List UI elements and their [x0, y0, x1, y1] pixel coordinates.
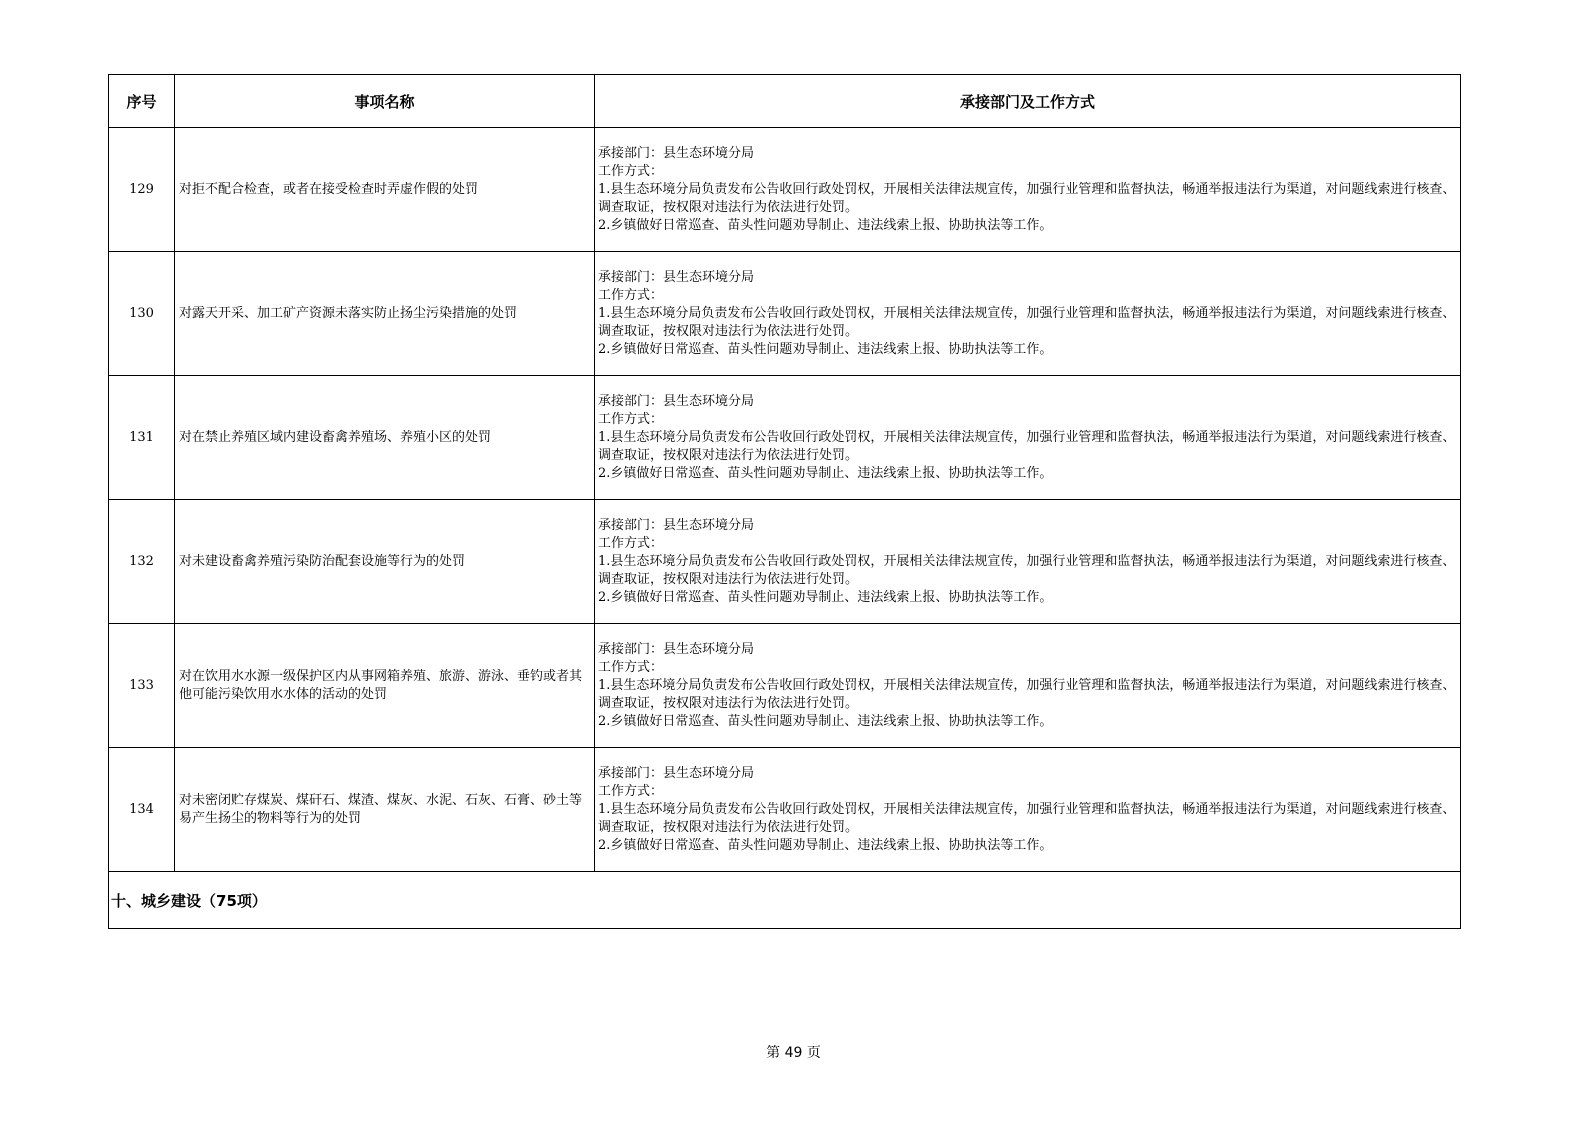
section-row	[109, 872, 1461, 929]
dept-line: 承接部门：县生态环境分局	[598, 641, 755, 657]
dept-line: 工作方式：	[598, 287, 664, 303]
dept-and-method	[595, 128, 1461, 252]
dept-line: 承接部门：县生态环境分局	[598, 269, 755, 285]
dept-and-method	[595, 624, 1461, 748]
dept-line: 1.县生态环境分局负责发布公告收回行政处罚权，开展相关法律法规宣传，加强行业管理和监督执法，畅通举报违法行为渠道，对问题线索进行核查、调查取证，按权限对违法行为依法进行处罚。	[598, 677, 1456, 711]
dept-line: 1.县生态环境分局负责发布公告收回行政处罚权，开展相关法律法规宣传，加强行业管理和监督执法，畅通举报违法行为渠道，对问题线索进行核查、调查取证，按权限对违法行为依法进行处罚。	[598, 553, 1456, 587]
dept-line: 工作方式：	[598, 535, 664, 551]
header-name: 事项名称	[175, 75, 595, 128]
table-row	[109, 252, 1461, 376]
section-title: 十、城乡建设（75项）	[109, 872, 1461, 929]
row-number: 134	[109, 748, 175, 872]
dept-line: 承接部门：县生态环境分局	[598, 517, 755, 533]
table-row	[109, 624, 1461, 748]
dept-line: 承接部门：县生态环境分局	[598, 145, 755, 161]
dept-and-method	[595, 376, 1461, 500]
dept-line: 承接部门：县生态环境分局	[598, 393, 755, 409]
dept-and-method	[595, 252, 1461, 376]
item-name: 对未建设畜禽养殖污染防治配套设施等行为的处罚	[175, 500, 595, 624]
row-number: 132	[109, 500, 175, 624]
table-row	[109, 128, 1461, 252]
header-no: 序号	[109, 75, 175, 128]
table-row	[109, 500, 1461, 624]
item-name: 对露天开采、加工矿产资源未落实防止扬尘污染措施的处罚	[175, 252, 595, 376]
dept-line: 2.乡镇做好日常巡查、苗头性问题劝导制止、违法线索上报、协助执法等工作。	[598, 465, 1053, 481]
item-name: 对在禁止养殖区域内建设畜禽养殖场、养殖小区的处罚	[175, 376, 595, 500]
dept-line: 2.乡镇做好日常巡查、苗头性问题劝导制止、违法线索上报、协助执法等工作。	[598, 713, 1053, 729]
dept-line: 1.县生态环境分局负责发布公告收回行政处罚权，开展相关法律法规宣传，加强行业管理和监督执法，畅通举报违法行为渠道，对问题线索进行核查、调查取证，按权限对违法行为依法进行处罚。	[598, 181, 1456, 215]
dept-line: 工作方式：	[598, 411, 664, 427]
row-number: 131	[109, 376, 175, 500]
dept-line: 2.乡镇做好日常巡查、苗头性问题劝导制止、违法线索上报、协助执法等工作。	[598, 589, 1053, 605]
dept-line: 工作方式：	[598, 659, 664, 675]
row-number: 129	[109, 128, 175, 252]
table-row	[109, 748, 1461, 872]
item-name: 对未密闭贮存煤炭、煤矸石、煤渣、煤灰、水泥、石灰、石膏、砂土等易产生扬尘的物料等行为的处罚	[175, 748, 595, 872]
dept-line: 2.乡镇做好日常巡查、苗头性问题劝导制止、违法线索上报、协助执法等工作。	[598, 837, 1053, 853]
dept-line: 工作方式：	[598, 783, 664, 799]
row-number: 133	[109, 624, 175, 748]
dept-line: 1.县生态环境分局负责发布公告收回行政处罚权，开展相关法律法规宣传，加强行业管理和监督执法，畅通举报违法行为渠道，对问题线索进行核查、调查取证，按权限对违法行为依法进行处罚。	[598, 429, 1456, 463]
dept-line: 工作方式：	[598, 163, 664, 179]
table-row	[109, 376, 1461, 500]
dept-line: 承接部门：县生态环境分局	[598, 765, 755, 781]
dept-line: 2.乡镇做好日常巡查、苗头性问题劝导制止、违法线索上报、协助执法等工作。	[598, 217, 1053, 233]
item-name: 对在饮用水水源一级保护区内从事网箱养殖、旅游、游泳、垂钓或者其他可能污染饮用水水体的活动的处罚	[175, 624, 595, 748]
item-name: 对拒不配合检查，或者在接受检查时弄虚作假的处罚	[175, 128, 595, 252]
dept-line: 1.县生态环境分局负责发布公告收回行政处罚权，开展相关法律法规宣传，加强行业管理和监督执法，畅通举报违法行为渠道，对问题线索进行核查、调查取证，按权限对违法行为依法进行处罚。	[598, 801, 1456, 835]
row-number: 130	[109, 252, 175, 376]
dept-and-method	[595, 748, 1461, 872]
dept-and-method	[595, 500, 1461, 624]
items-table	[108, 74, 1461, 929]
header-dept: 承接部门及工作方式	[595, 75, 1461, 128]
table-header-row	[109, 75, 1461, 128]
dept-line: 1.县生态环境分局负责发布公告收回行政处罚权，开展相关法律法规宣传，加强行业管理和监督执法，畅通举报违法行为渠道，对问题线索进行核查、调查取证，按权限对违法行为依法进行处罚。	[598, 305, 1456, 339]
page-number: 第 49 页	[766, 1045, 821, 1061]
dept-line: 2.乡镇做好日常巡查、苗头性问题劝导制止、违法线索上报、协助执法等工作。	[598, 341, 1053, 357]
